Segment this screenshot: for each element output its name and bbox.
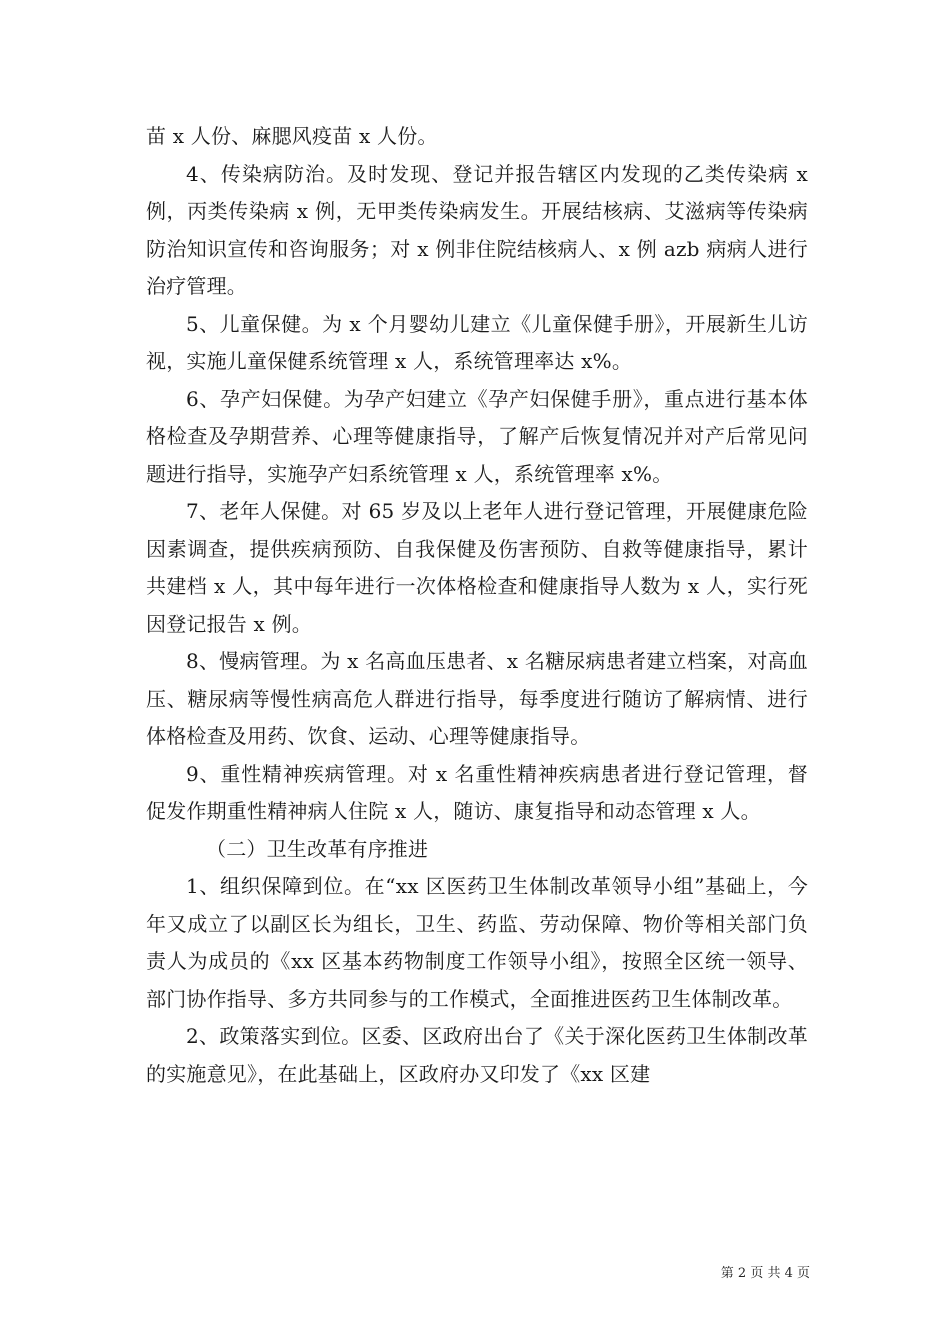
page-number: 第 2 页 共 4 页: [720, 1266, 810, 1281]
paragraph-continuation: 苗 x 人份、麻腮风疫苗 x 人份。: [146, 124, 438, 148]
section-heading-reform: （二）卫生改革有序推进: [206, 836, 429, 861]
paragraph-elderly-health: 7、老年人保健。对 65 岁及以上老年人进行登记管理，开展健康危险因素调查，提供疾病预防、自我保健及伤害预防、自救等健康指导，累计共建档 x 人，其中每年进行一次体格检查和健康指导人数为 x 人，实行死因登记报告 x 例。: [146, 499, 808, 636]
paragraph-policy: 2、政策落实到位。区委、区政府出台了《关于深化医药卫生体制改革的实施意见》，在此基础上，区政府办又印发了《xx 区建: [146, 1024, 808, 1086]
document-body: [146, 118, 808, 1093]
paragraph-child-health: 5、儿童保健。为 x 个月婴幼儿建立《儿童保健手册》，开展新生儿访视，实施儿童保健系统管理 x 人，系统管理率达 x%。: [146, 311, 808, 373]
paragraph-mental-illness: 9、重性精神疾病管理。对 x 名重性精神疾病患者进行登记管理，督促发作期重性精神病人住院 x 人，随访、康复指导和动态管理 x 人。: [146, 761, 808, 823]
paragraph-infectious-disease: 4、传染病防治。及时发现、登记并报告辖区内发现的乙类传染病 x 例，丙类传染病 x 例，无甲类传染病发生。开展结核病、艾滋病等传染病防治知识宣传和咨询服务；对 x 例非住院结核病人、x 例 azb 病病人进行治疗管理。: [146, 161, 808, 298]
paragraph-chronic-disease: 8、慢病管理。为 x 名高血压患者、x 名糖尿病患者建立档案，对高血压、糖尿病等慢性病高危人群进行指导，每季度进行随访了解病情、进行体格检查及用药、饮食、运动、心理等健康指导。: [146, 649, 808, 748]
paragraph-organization: 1、组织保障到位。在“xx 区医药卫生体制改革领导小组”基础上，今年又成立了以副区长为组长，卫生、药监、劳动保障、物价等相关部门负责人为成员的《xx 区基本药物制度工作领导小组》，按照全区统一领导、部门协作指导、多方共同参与的工作模式，全面推进医药卫生体制改革。: [146, 874, 808, 1011]
paragraph-maternal-health: 6、孕产妇保健。为孕产妇建立《孕产妇保健手册》，重点进行基本体格检查及孕期营养、心理等健康指导，了解产后恢复情况并对产后常见问题进行指导，实施孕产妇系统管理 x 人，系统管理率 x%。: [146, 386, 808, 486]
